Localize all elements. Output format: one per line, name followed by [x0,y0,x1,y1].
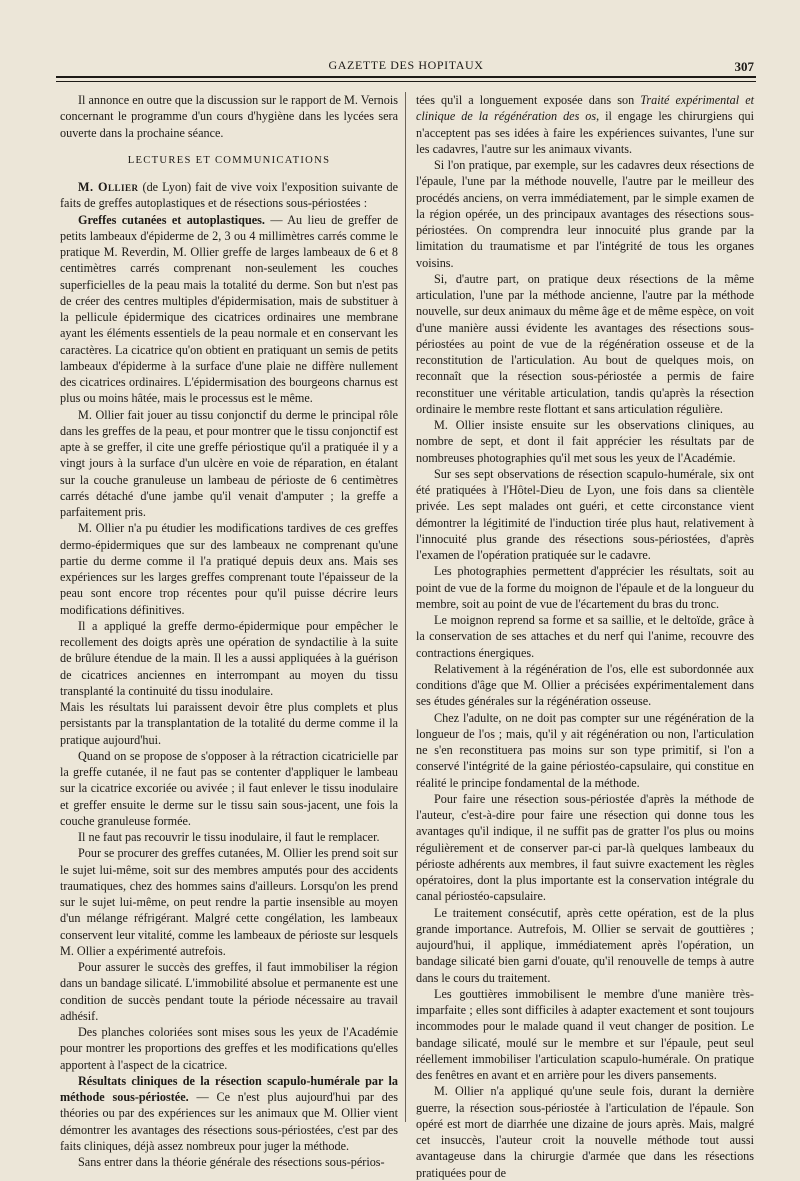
paragraph: Pour assurer le succès des greffes, il faut immobiliser la région dans un bandage silicaté. L'immobilité absolue et permanente est une condition de succès pendant toute la période nécessaire au travail adhésif. [60,960,398,1023]
paragraph: M. Ollier n'a appliqué qu'une seule fois, durant la dernière guerre, la résection sous-périostée à l'articulation de l'épaule. Son opéré est mort de diarrhée une dizaine de jours après. Mais, malgré cet insuccès, l'auteur croit la nouvelle méthode tout aussi avantageuse dans la chirurgie d'armée que dans les résections pratiquées pour de [416,1084,754,1180]
paragraph: Résultats cliniques de la résection scapulo-humérale par la méthode sous-périostée. — Ce n'est plus aujourd'hui par des théories ou par des expériences sur les animaux que M. Ollier vient démontrer les avantages des résections sous-périostées, c'est par des faits cliniques, déjà assez nombreux pour juger la méthode. [60,1073,398,1153]
column-divider [405,92,406,1122]
page-header [56,58,756,78]
paragraph: Le moignon reprend sa forme et sa saillie, et le deltoïde, grâce à la conservation de ses attaches et du nerf qui l'anime, recouvre des contractions énergiques. [416,613,754,660]
header-rule-thick [56,76,756,78]
header-rule-thin [56,81,756,82]
author-name: M. Ollier [78,180,139,194]
paragraph: Si l'on pratique, par exemple, sur les cadavres deux résections de l'épaule, l'une par la méthode nouvelle, l'autre par le meilleur des procédés anciens, on verra immédiatement, par le simple examen de la région opérée, un des principaux avantages des résections sous-périostées. On comprendra leur innocuité plus grande par la limitation du traumatisme et par l'intégrité de tous les organes voisins. [416,158,754,270]
paragraph: Des planches coloriées sont mises sous les yeux de l'Académie pour montrer les proportions des greffes et les modifications qu'elles apportent à l'aspect de la cicatrice. [60,1025,398,1072]
paragraph: Il annonce en outre que la discussion sur le rapport de M. Vernois concernant le programme d'un cours d'hygiène dans les lycées sera ouverte dans la prochaine séance. [60,93,398,140]
paragraph: tées qu'il a longuement exposée dans son Traité expérimental et clinique de la régénération des os, il engage les chirurgiens qui n'acceptent pas ses idées à faire les expériences suivantes, l'une sur les cadavres, l'autre sur les animaux vivants. [416,93,755,156]
run-in-heading: Résultats cliniques de la résection scapulo-humérale par la méthode sous-périostée. [60,1073,398,1104]
paragraph: Les photographies permettent d'apprécier les résultats, soit au point de vue de la forme du moignon de l'épaule et de la longueur du membre, soit au point de vue de l'écartement du bras du tronc. [416,564,754,611]
run-in-heading: Greffes cutanées et autoplastiques. [78,212,265,227]
book-title: Traité expérimental et clinique de la régénération des os [416,93,755,124]
section-heading: LECTURES ET COMMUNICATIONS [127,154,331,166]
paragraph: M. Ollier insiste ensuite sur les observations cliniques, au nombre de sept, et dont il fait apprécier les résultats par de nombreuses photographies qu'il met sous les yeux de l'Académie. [416,418,754,465]
paragraph: Sans entrer dans la théorie générale des résections sous-périos- [78,1155,385,1169]
paragraph: Relativement à la régénération de l'os, elle est subordonnée aux conditions d'âge que M. Ollier a précisées expérimentalement dans ses études générales sur la régénération osseuse. [416,661,754,709]
right-column [416,92,754,1181]
paragraph: Il ne faut pas recouvrir le tissu inodulaire, il faut le remplacer. [78,830,380,844]
paragraph: Mais les résultats lui paraissent devoir être plus complets et plus persistants par la transplantation de la totalité du derme comme il la pratique aujourd'hui. [60,700,398,747]
paragraph: Les gouttières immobilisent le membre d'une manière très-imparfaite ; elles sont difficiles à adapter exactement et sont toujours incommodes pour le malade quand il veut changer de position. Le bandage silicaté, moulé sur le membre et sur l'épaule, peut seul réellement immobiliser l'articulation scapulo-humérale. On pratique des fenêtres en avant et en arrière pour les divers pansements. [416,986,754,1082]
paragraph: Le traitement consécutif, après cette opération, est de la plus grande importance. Autrefois, M. Ollier se servait de gouttières ; aujourd'hui, il applique, immédiatement après l'opération, un bandage silicaté bien garni d'ouate, qu'il renouvelle de temps à autre dans le cours du traitement. [416,905,754,985]
paragraph: Chez l'adulte, on ne doit pas compter sur une régénération de la longueur de l'os ; mais, qu'il y ait régénération ou non, l'articulation ne s'en reconstituera pas moins sur son type primitif, si l'on a conservé l'intégrité de la gaine périostéo-capsulaire, qui constitue en réalité le principe fondamental de la méthode. [416,710,754,790]
paragraph: Pour se procurer des greffes cutanées, M. Ollier les prend soit sur le sujet lui-même, soit sur des membres amputés pour des accidents traumatiques, chez des hommes sains d'ailleurs. Lorsqu'on les prend sur le sujet lui-même, on peut rendre la partie insensible au moyen d'un mélange réfrigérant. Malgré cette congélation, les lambeaux conservent leur vitalité, comme les lambeaux de périoste sur lesquels M. Ollier a expérimenté autrefois. [60,846,398,958]
paragraph: M. Ollier (de Lyon) fait de vive voix l'exposition suivante de faits de greffes autoplastiques et de résections sous-périostées : [60,180,398,211]
left-column [60,92,398,1170]
journal-title: GAZETTE DES HOPITAUX [328,58,484,72]
paragraph: Quand on se propose de s'opposer à la rétraction cicatricielle par la greffe cutanée, il ne faut pas se contenter d'appliquer le lambeau sur la cicatrice excoriée ou avivée ; il faut enlever le tissu inodulaire et greffer ensuite le derme sur le tissu sain sous-jacent, une fois la couche granuleuse formée. [60,748,398,828]
paragraph: Si, d'autre part, on pratique deux résections de la même articulation, l'une par la méthode ancienne, l'autre par la méthode nouvelle, sur deux animaux du même âge et de même espèce, on voit d'une manière aussi évidente les avantages des résections sous-périostées au point de vue de la régénération osseuse et de la reconstitution de l'articulation. Au bout de quelques mois, on reconnaît que la résection sous-périostée a permis de faire reconstituer une véritable articulation, tandis qu'après la résection ordinaire le membre reste flottant et sans articulation régulière. [416,271,754,416]
page-number: 307 [734,59,754,74]
paragraph: M. Ollier fait jouer au tissu conjonctif du derme le principal rôle dans les greffes de la peau, et pour montrer que le tissu conjonctif est apte à se greffer, il cite une greffe périostique qu'il a pratiquée il y a vingt jours à la surface d'un ulcère en voie de réparation, en étalant sur la couche granuleuse un lambeau de périoste de 6 centimètres carrés détaché d'une jambe qu'il venait d'amputer ; la greffe a parfaitement pris. [60,407,398,519]
paragraph: Sur ses sept observations de résection scapulo-humérale, six ont été pratiquées à l'Hôtel-Dieu de Lyon, une fois dans sa clientèle privée. Les sept malades ont guéri, et cette circonstance vient démontrer la légitimité de l'induction tirée plus haut, relativement à l'innocuité plus grande des résections sous-périostées, d'après l'examen de l'opération pratiquée sur le cadavre. [416,466,754,562]
paragraph: M. Ollier n'a pu étudier les modifications tardives de ces greffes dermo-épidermiques que sur des lambeaux ne comprenant qu'une partie du derme comme il l'a pratiqué depuis deux ans. Mais ses expériences sur les larges greffes comprenant toute l'épaisseur de la peau sont encore trop récentes pour qu'il puisse décrire leurs modifications définitives. [60,521,398,617]
paragraph: Pour faire une résection sous-périostée d'après la méthode de l'auteur, c'est-à-dire pour faire une résection qui donne tous les avantages qu'il indique, il ne suffit pas de gratter l'os plus ou moins régulièrement et de conserver par-ci par-là quelques lambeaux du périoste adhérents aux membres, il faut suivre exactement les règles opératoires, dont la plus importante est la conservation intégrale du canal périostéo-capsulaire. [416,791,754,904]
paragraph: Greffes cutanées et autoplastiques. — Au lieu de greffer de petits lambeaux d'épiderme de 2, 3 ou 4 millimètres carrés comme le pratique M. Reverdin, M. Ollier greffe de larges lambeaux de 6 et 8 centimètres carrés comprenant non-seulement les couches superficielles de la peau mais la totalité du derme. Son but n'est pas de créer des centres multiples d'épidermisation, mais de substituer à la pellicule épidermique des cicatrices ordinaires une membrane ayant les éléments essentiels de la peau normale et en conservant les caractères. La cicatrice qu'on obtient en pratiquant un semis de petits lambeaux d'épiderme à la surface d'une plaie ne diffère nullement des cicatrices ordinaires. L'épidermisation des bourgeons charnus est plus ou moins hâtée, mais le processus est le même. [60,212,398,406]
paragraph: Il a appliqué la greffe dermo-épidermique pour empêcher le recollement des doigts après une opération de syndactilie à la suite de brûlure étendue de la main. Il les a aussi appliquées à la guérison de cicatrices anciennes en interrompant au moyen du tissu transplanté la continuité du tissu inodulaire. [60,618,398,698]
